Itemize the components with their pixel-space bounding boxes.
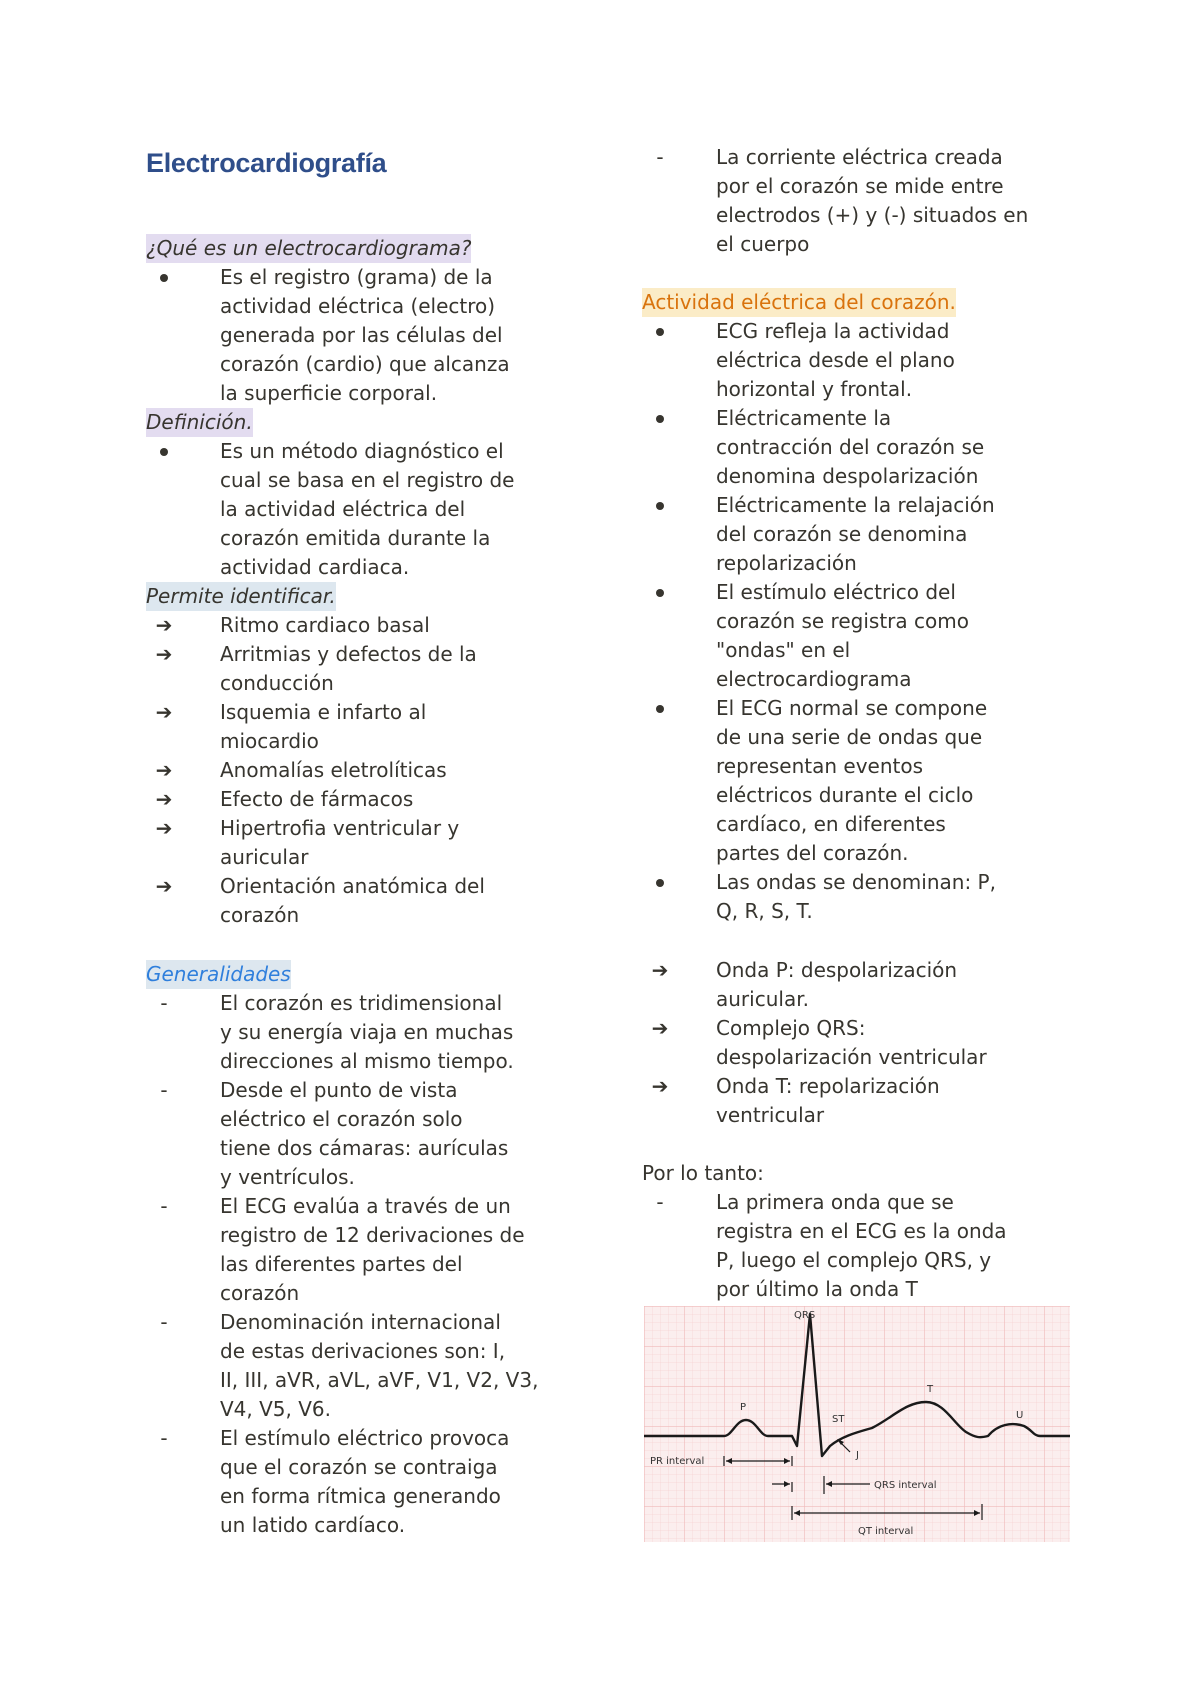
list-item-text: actividad eléctrica (electro) bbox=[220, 294, 496, 318]
list-item-text: Eléctricamente la relajación bbox=[716, 493, 995, 517]
list-item-text: y ventrículos. bbox=[220, 1165, 355, 1189]
list-item-text: del corazón se denomina bbox=[716, 522, 968, 546]
list-item bbox=[642, 1072, 987, 1130]
what-list bbox=[146, 263, 510, 408]
heading-actividad-electrica: Actividad eléctrica del corazón. bbox=[642, 288, 956, 317]
list-item-text: Ritmo cardiaco basal bbox=[220, 613, 430, 637]
list-item bbox=[146, 437, 514, 582]
list-item bbox=[642, 1188, 1007, 1304]
list-item-text: Desde el punto de vista bbox=[220, 1078, 458, 1102]
list-item-text: corazón bbox=[220, 1281, 300, 1305]
list-item bbox=[642, 404, 996, 491]
identify-list bbox=[146, 611, 485, 930]
list-item bbox=[146, 611, 485, 640]
arrow-icon: ➔ bbox=[155, 642, 173, 666]
list-item-text: Es el registro (grama) de la bbox=[220, 265, 493, 289]
generalidades-list bbox=[146, 989, 538, 1540]
list-item-text: actividad cardiaca. bbox=[220, 555, 410, 579]
t-wave-label: T bbox=[927, 1384, 934, 1395]
list-item bbox=[146, 814, 485, 872]
dash-icon: - bbox=[160, 1426, 168, 1450]
list-item-text: auricular bbox=[220, 845, 309, 869]
dash-icon: - bbox=[160, 991, 168, 1015]
heading-definition: Definición. bbox=[146, 408, 253, 437]
arrow-icon: ➔ bbox=[651, 1016, 669, 1040]
list-item-text: el cuerpo bbox=[716, 232, 810, 256]
list-item bbox=[146, 1424, 538, 1540]
list-item-text: horizontal y frontal. bbox=[716, 377, 913, 401]
arrow-icon: ➔ bbox=[155, 787, 173, 811]
list-item-text: registro de 12 derivaciones de bbox=[220, 1223, 525, 1247]
list-item-text: la actividad eléctrica del bbox=[220, 497, 466, 521]
arrow-icon: ➔ bbox=[155, 874, 173, 898]
heading-generalidades: Generalidades bbox=[146, 960, 291, 989]
list-item-text: El corazón es tridimensional bbox=[220, 991, 503, 1015]
list-item-text: por último la onda T bbox=[716, 1277, 918, 1301]
list-item-text: un latido cardíaco. bbox=[220, 1513, 406, 1537]
arrow-icon: ➔ bbox=[155, 758, 173, 782]
list-item-text: ECG refleja la actividad bbox=[716, 319, 950, 343]
list-item-text: La primera onda que se bbox=[716, 1190, 954, 1214]
list-item-text: de una serie de ondas que bbox=[716, 725, 983, 749]
heading-por-lo-tanto: Por lo tanto: bbox=[642, 1161, 764, 1185]
list-item bbox=[642, 956, 987, 1014]
dash-icon: - bbox=[656, 1190, 664, 1214]
bullet-icon bbox=[146, 437, 182, 456]
list-item-text: Hipertrofia ventricular y bbox=[220, 816, 460, 840]
definition-list bbox=[146, 437, 514, 582]
list-item-text: Orientación anatómica del bbox=[220, 874, 485, 898]
heading-what-is-ecg: ¿Qué es un electrocardiograma? bbox=[146, 234, 471, 263]
list-item-text: II, III, aVR, aVL, aVF, V1, V2, V3, bbox=[220, 1368, 539, 1392]
st-label: ST bbox=[832, 1414, 845, 1425]
list-item-text: Las ondas se denominan: P, bbox=[716, 870, 996, 894]
list-item-text: generada por las células del bbox=[220, 323, 503, 347]
list-item-text: repolarización bbox=[716, 551, 857, 575]
list-item-text: denomina despolarización bbox=[716, 464, 979, 488]
arrow-icon: ➔ bbox=[155, 816, 173, 840]
bullet-icon bbox=[642, 491, 678, 510]
list-item-text: P, luego el complejo QRS, y bbox=[716, 1248, 992, 1272]
arrow-icon: ➔ bbox=[651, 1074, 669, 1098]
page-title: Electrocardiografía bbox=[146, 148, 387, 178]
bullet-icon bbox=[642, 694, 678, 713]
list-item-text: El estímulo eléctrico del bbox=[716, 580, 956, 604]
list-item bbox=[146, 1192, 538, 1308]
list-item bbox=[146, 263, 510, 408]
list-item-text: Onda T: repolarización bbox=[716, 1074, 940, 1098]
list-item bbox=[146, 640, 485, 698]
qrs-interval-label: QRS interval bbox=[874, 1480, 937, 1491]
list-item-text: cardíaco, en diferentes bbox=[716, 812, 946, 836]
dash-icon: - bbox=[160, 1194, 168, 1218]
list-item-text: corazón bbox=[220, 903, 300, 927]
bullet-icon bbox=[642, 317, 678, 336]
list-item-text: conducción bbox=[220, 671, 334, 695]
list-item bbox=[642, 143, 1028, 259]
list-item-text: Es un método diagnóstico el bbox=[220, 439, 504, 463]
qrs-label: QRS bbox=[794, 1310, 816, 1321]
dash-icon: - bbox=[160, 1078, 168, 1102]
u-wave-label: U bbox=[1016, 1410, 1024, 1421]
bullet-icon bbox=[146, 263, 182, 282]
p-wave-label: P bbox=[740, 1402, 747, 1413]
list-item-text: corazón emitida durante la bbox=[220, 526, 491, 550]
list-item-text: la superficie corporal. bbox=[220, 381, 438, 405]
list-item-text: Anomalías eletrolíticas bbox=[220, 758, 447, 782]
list-item-text: El estímulo eléctrico provoca bbox=[220, 1426, 510, 1450]
qt-interval-label: QT interval bbox=[858, 1526, 914, 1537]
list-item-text: Complejo QRS: bbox=[716, 1016, 866, 1040]
bullet-icon bbox=[642, 868, 678, 887]
list-item bbox=[642, 578, 996, 694]
list-item-text: eléctrica desde el plano bbox=[716, 348, 955, 372]
list-item bbox=[146, 698, 485, 756]
list-item-text: "ondas" en el bbox=[716, 638, 851, 662]
list-item bbox=[146, 785, 485, 814]
list-item-text: auricular. bbox=[716, 987, 809, 1011]
list-item-text: de estas derivaciones son: I, bbox=[220, 1339, 506, 1363]
list-item bbox=[146, 1308, 538, 1424]
list-item-text: registra en el ECG es la onda bbox=[716, 1219, 1007, 1243]
list-item-text: Eléctricamente la bbox=[716, 406, 892, 430]
list-item-text: que el corazón se contraiga bbox=[220, 1455, 498, 1479]
list-item-text: eléctricos durante el ciclo bbox=[716, 783, 974, 807]
list-item-text: despolarización ventricular bbox=[716, 1045, 987, 1069]
list-item-text: electrodos (+) y (-) situados en bbox=[716, 203, 1029, 227]
arrow-icon: ➔ bbox=[155, 700, 173, 724]
list-item bbox=[642, 491, 996, 578]
list-item-text: Arritmias y defectos de la bbox=[220, 642, 477, 666]
bullet-icon bbox=[642, 404, 678, 423]
list-item-text: en forma rítmica generando bbox=[220, 1484, 501, 1508]
list-item-text: electrocardiograma bbox=[716, 667, 912, 691]
list-item-text: cual se basa en el registro de bbox=[220, 468, 515, 492]
list-item-text: representan eventos bbox=[716, 754, 924, 778]
arrow-icon: ➔ bbox=[651, 958, 669, 982]
list-item-text: Denominación internacional bbox=[220, 1310, 501, 1334]
por-lo-tanto-list bbox=[642, 1188, 1007, 1304]
waves-list bbox=[642, 956, 987, 1130]
list-item-text: tiene dos cámaras: aurículas bbox=[220, 1136, 509, 1160]
list-item-text: El ECG evalúa a través de un bbox=[220, 1194, 511, 1218]
ecg-waveform-figure bbox=[644, 1306, 1070, 1542]
list-item-text: miocardio bbox=[220, 729, 319, 753]
list-item-text: La corriente eléctrica creada bbox=[716, 145, 1003, 169]
list-item bbox=[146, 989, 538, 1076]
list-item-text: Efecto de fármacos bbox=[220, 787, 414, 811]
ecg-diagram bbox=[644, 1306, 1070, 1542]
list-item bbox=[146, 756, 485, 785]
list-item bbox=[642, 1014, 987, 1072]
list-item bbox=[146, 872, 485, 930]
list-item-text: contracción del corazón se bbox=[716, 435, 985, 459]
list-item-text: partes del corazón. bbox=[716, 841, 909, 865]
list-item bbox=[642, 317, 996, 404]
list-item bbox=[146, 1076, 538, 1192]
list-item-text: ventricular bbox=[716, 1103, 825, 1127]
list-item-text: eléctrico el corazón solo bbox=[220, 1107, 463, 1131]
dash-icon: - bbox=[656, 145, 664, 169]
list-item-text: El ECG normal se compone bbox=[716, 696, 988, 720]
heading-permite-identificar: Permite identificar. bbox=[146, 582, 336, 611]
list-item-text: las diferentes partes del bbox=[220, 1252, 463, 1276]
list-item bbox=[642, 694, 996, 868]
list-item-text: por el corazón se mide entre bbox=[716, 174, 1004, 198]
actividad-list bbox=[642, 317, 996, 926]
list-item-text: Isquemia e infarto al bbox=[220, 700, 427, 724]
pr-interval-label: PR interval bbox=[650, 1456, 705, 1467]
corriente-list bbox=[642, 143, 1028, 259]
list-item bbox=[642, 868, 996, 926]
bullet-icon bbox=[642, 578, 678, 597]
list-item-text: y su energía viaja en muchas bbox=[220, 1020, 514, 1044]
arrow-icon: ➔ bbox=[155, 613, 173, 637]
list-item-text: Q, R, S, T. bbox=[716, 899, 813, 923]
list-item-text: corazón se registra como bbox=[716, 609, 969, 633]
list-item-text: Onda P: despolarización bbox=[716, 958, 958, 982]
dash-icon: - bbox=[160, 1310, 168, 1334]
j-point-label: J bbox=[856, 1450, 859, 1461]
list-item-text: V4, V5, V6. bbox=[220, 1397, 332, 1421]
list-item-text: direcciones al mismo tiempo. bbox=[220, 1049, 514, 1073]
list-item-text: corazón (cardio) que alcanza bbox=[220, 352, 510, 376]
